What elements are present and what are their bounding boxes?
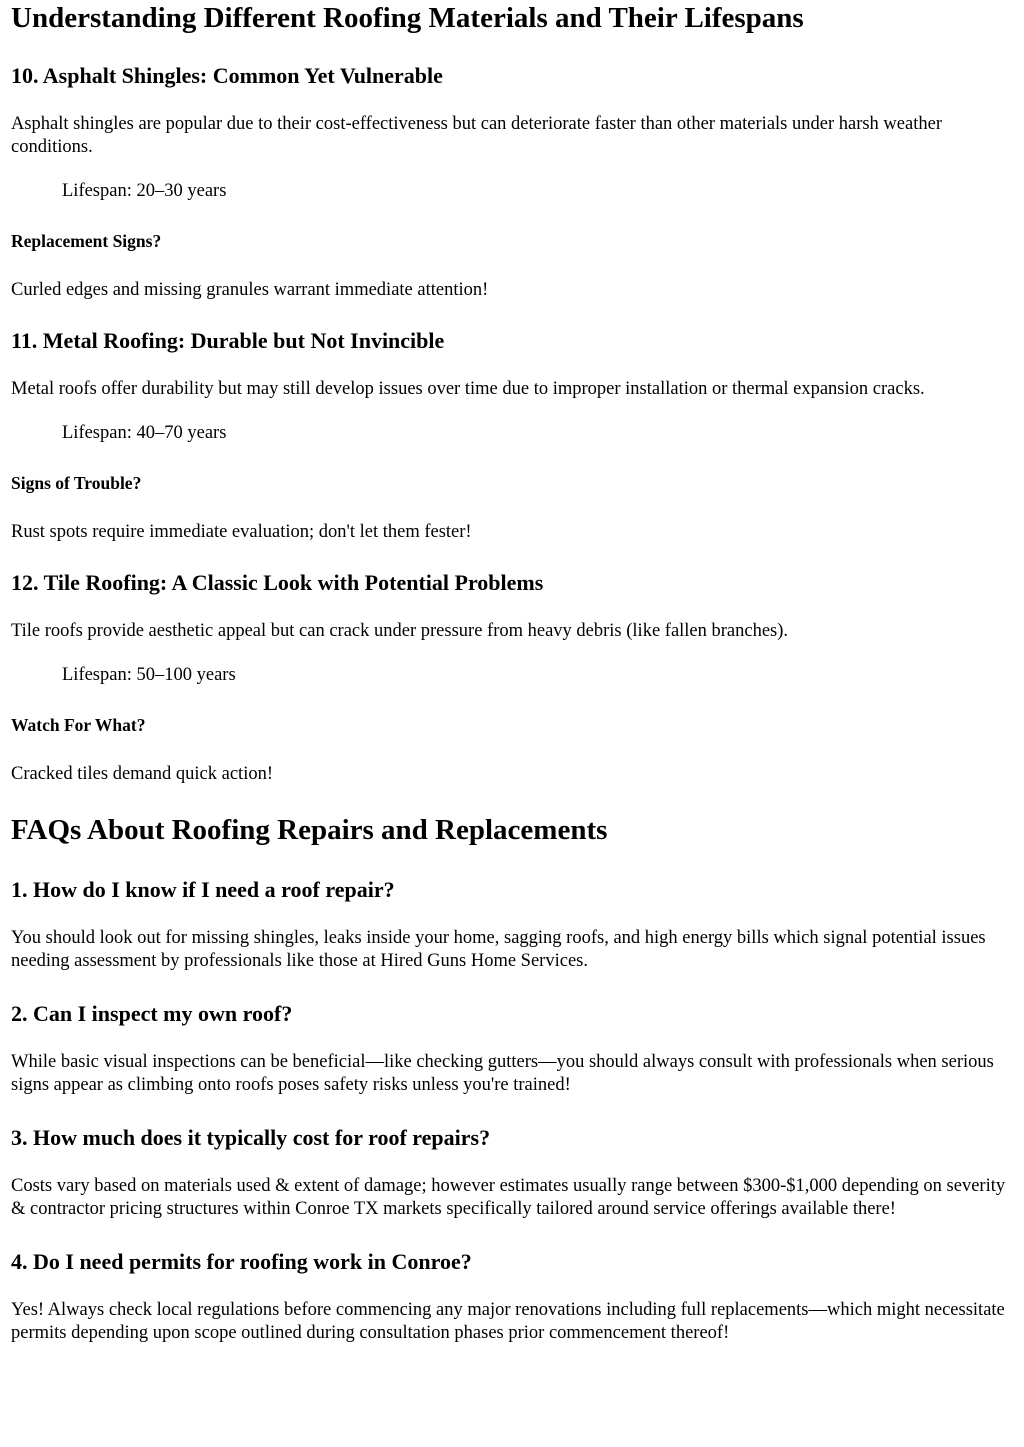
lifespan-tile: Lifespan: 50–100 years — [62, 665, 236, 685]
faq-answer-1: You should look out for missing shingles, leaks inside your home, sagging roofs, and high energy bills which signal potential issues needing assessment by professionals like those at Hired Guns Home Services. — [11, 928, 986, 971]
paragraph-metal-note: Rust spots require immediate evaluation; don't let them fester! — [11, 522, 472, 542]
faq-answer-3: Costs vary based on materials used & extent of damage; however estimates usually range between $300-$1,000 depending on severity & contractor pricing structures within Conroe TX markets specifically tailored around service offerings available there! — [11, 1176, 1006, 1219]
section-title-materials: Understanding Different Roofing Materials and Their Lifespans — [11, 2, 804, 34]
subheading-watch-for-what: Watch For What? — [11, 715, 146, 735]
faq-question-3: 3. How much does it typically cost for roof repairs? — [11, 1125, 491, 1150]
paragraph-asphalt-note: Curled edges and missing granules warrant immediate attention! — [11, 280, 489, 300]
lifespan-metal: Lifespan: 40–70 years — [62, 423, 227, 443]
heading-tile-roofing: 12. Tile Roofing: A Classic Look with Potential Problems — [11, 570, 544, 595]
heading-asphalt-shingles: 10. Asphalt Shingles: Common Yet Vulnerable — [11, 63, 443, 88]
faq-question-1: 1. How do I know if I need a roof repair? — [11, 877, 395, 902]
faq-answer-2: While basic visual inspections can be beneficial—like checking gutters—you should always consult with professionals when serious signs appear as climbing onto roofs poses safety risks unless you're trained! — [11, 1052, 994, 1095]
faq-question-2: 2. Can I inspect my own roof? — [11, 1001, 293, 1026]
section-title-faq: FAQs About Roofing Repairs and Replacements — [11, 814, 608, 846]
paragraph-metal-body: Metal roofs offer durability but may still develop issues over time due to improper installation or thermal expansion cracks. — [11, 379, 925, 399]
paragraph-tile-note: Cracked tiles demand quick action! — [11, 764, 273, 784]
subheading-signs-of-trouble: Signs of Trouble? — [11, 473, 142, 493]
faq-answer-4: Yes! Always check local regulations before commencing any major renovations including full replacements—which might necessitate permits depending upon scope outlined during consultation phases prior commencement thereof! — [11, 1300, 1005, 1343]
lifespan-asphalt: Lifespan: 20–30 years — [62, 181, 227, 201]
faq-question-4: 4. Do I need permits for roofing work in Conroe? — [11, 1249, 472, 1274]
paragraph-asphalt-body: Asphalt shingles are popular due to their cost-effectiveness but can deteriorate faster than other materials under harsh weather conditions. — [11, 114, 942, 157]
subheading-replacement-signs: Replacement Signs? — [11, 231, 162, 251]
article — [0, 1, 1024, 1345]
paragraph-tile-body: Tile roofs provide aesthetic appeal but can crack under pressure from heavy debris (like fallen branches). — [11, 621, 789, 641]
heading-metal-roofing: 11. Metal Roofing: Durable but Not Invincible — [11, 328, 445, 353]
